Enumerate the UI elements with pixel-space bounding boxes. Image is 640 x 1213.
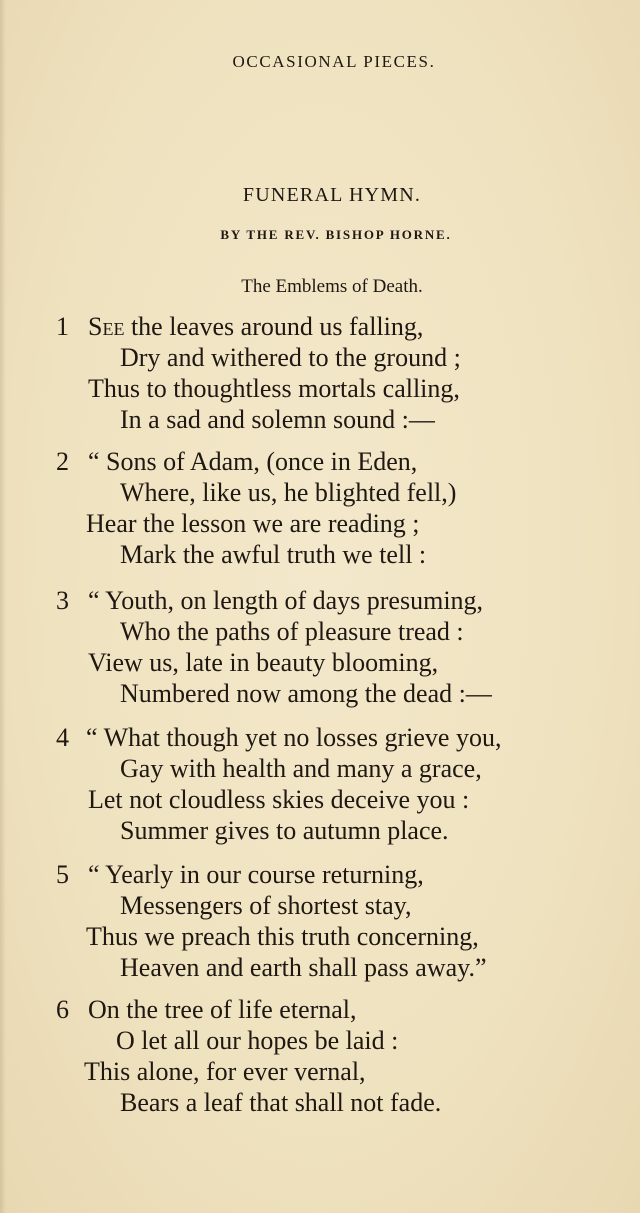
drop-word: See <box>88 312 125 341</box>
page-edge-shadow <box>0 0 6 1213</box>
verse-line: Thus to thoughtless mortals calling, <box>88 374 460 403</box>
verse-line: “ Youth, on length of days presuming, <box>88 586 484 615</box>
verse-line: In a sad and solemn sound :— <box>120 405 435 434</box>
stanza-number: 5 <box>56 860 69 889</box>
hymn-title: FUNERAL HYMN. <box>242 184 422 206</box>
verse-line: Dry and withered to the ground ; <box>120 343 461 372</box>
verse-line: Mark the awful truth we tell : <box>120 540 427 569</box>
stanza-number: 2 <box>56 447 69 476</box>
verse-line: “ Sons of Adam, (once in Eden, <box>88 447 418 476</box>
verse-line: Who the paths of pleasure tread : <box>120 617 464 646</box>
verse-line: “ What though yet no losses grieve you, <box>86 723 502 752</box>
verse-line: Thus we preach this truth concerning, <box>86 922 479 951</box>
verse-line: Bears a leaf that shall not fade. <box>120 1088 442 1117</box>
stanza-number: 1 <box>56 312 69 341</box>
stanza-number: 6 <box>56 995 69 1024</box>
verse-line: Messengers of shortest stay, <box>120 891 412 920</box>
verse-line: Numbered now among the dead :— <box>120 679 492 708</box>
verse-line: “ Yearly in our course returning, <box>88 860 424 889</box>
verse-line: Heaven and earth shall pass away.” <box>120 953 487 982</box>
verse-line: Hear the lesson we are reading ; <box>86 509 420 538</box>
verse-line: Let not cloudless skies deceive you : <box>88 785 470 814</box>
verse-line <box>88 311 423 342</box>
verse-line: View us, late in beauty blooming, <box>88 648 439 677</box>
verse-line: On the tree of life eternal, <box>88 995 357 1024</box>
verse-line: O let all our hopes be laid : <box>116 1026 399 1055</box>
stanza-number: 3 <box>56 586 69 615</box>
verse-line: Where, like us, he blighted fell,) <box>120 478 457 507</box>
running-head: OCCASIONAL PIECES. <box>232 52 436 71</box>
hymn-subtitle: The Emblems of Death. <box>241 276 423 297</box>
verse-line: This alone, for ever vernal, <box>84 1057 366 1086</box>
verse-line: Gay with health and many a grace, <box>120 754 482 783</box>
hymn-byline: BY THE REV. BISHOP HORNE. <box>220 227 452 242</box>
verse-line-text: the leaves around us falling, <box>124 312 424 341</box>
verse-line: Summer gives to autumn place. <box>120 816 449 845</box>
stanza-number: 4 <box>56 723 69 752</box>
